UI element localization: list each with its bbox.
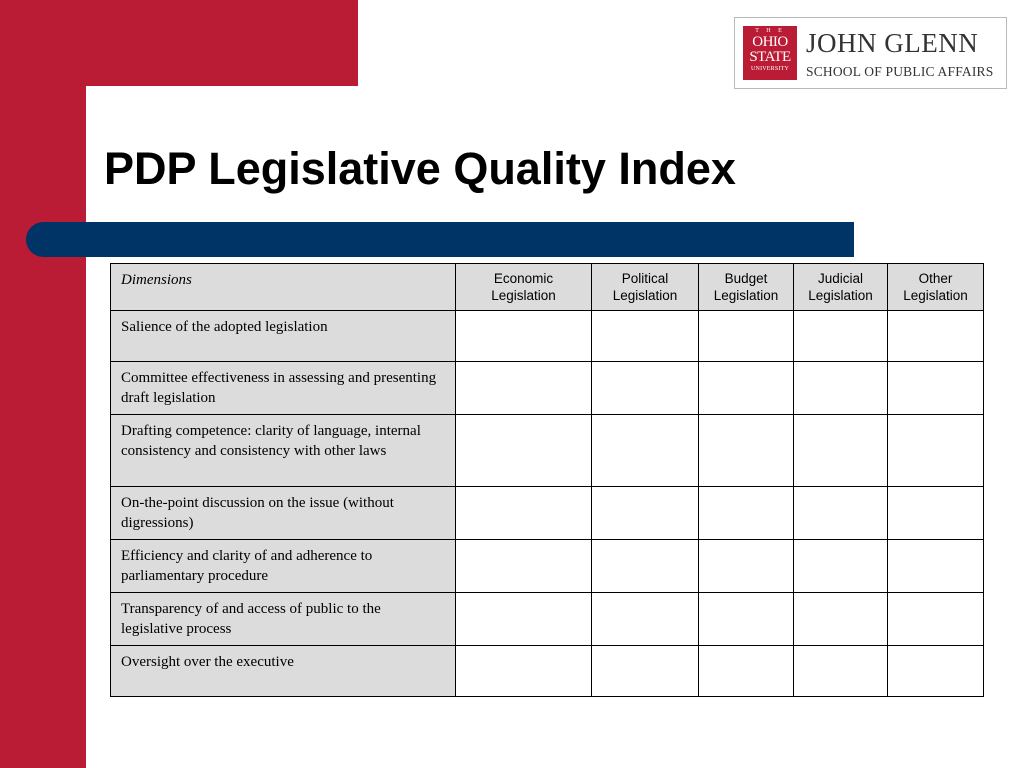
quality-index-table	[110, 263, 984, 697]
score-cell-other	[888, 540, 984, 593]
score-cell-judicial	[794, 415, 888, 487]
score-cell-political	[592, 593, 699, 646]
column-header-budget	[699, 264, 794, 311]
table-row	[111, 540, 984, 593]
column-header-other	[888, 264, 984, 311]
dimensions-header: Dimensions	[111, 264, 456, 311]
score-cell-budget	[699, 593, 794, 646]
seal-the: T H E	[755, 28, 785, 34]
score-cell-political	[592, 415, 699, 487]
seal-ohio: OHIO	[752, 34, 788, 50]
logo-subtitle: SCHOOL OF PUBLIC AFFAIRS	[806, 64, 994, 79]
score-cell-economic	[456, 415, 592, 487]
seal-university: UNIVERSITY	[751, 66, 789, 72]
score-cell-economic	[456, 487, 592, 540]
table-row	[111, 593, 984, 646]
top-red-block	[0, 0, 358, 86]
column-header-line: Legislation	[808, 288, 873, 303]
score-cell-other	[888, 593, 984, 646]
table-row	[111, 415, 984, 487]
table-row	[111, 311, 984, 362]
column-header-line: Budget	[724, 271, 768, 286]
table-row	[111, 362, 984, 415]
column-header-line: Legislation	[903, 288, 968, 303]
dimension-cell: Drafting competence: clarity of language, internal consistency and consistency with other laws	[111, 415, 456, 487]
table-row	[111, 646, 984, 697]
score-cell-other	[888, 415, 984, 487]
column-header-political	[592, 264, 699, 311]
score-cell-budget	[699, 487, 794, 540]
slide-title: PDP Legislative Quality Index	[104, 143, 736, 194]
score-cell-economic	[456, 311, 592, 362]
column-header-line: Legislation	[713, 288, 779, 303]
score-cell-budget	[699, 362, 794, 415]
score-cell-economic	[456, 362, 592, 415]
score-cell-other	[888, 362, 984, 415]
score-cell-judicial	[794, 311, 888, 362]
column-header-line: Legislation	[491, 288, 556, 303]
score-cell-other	[888, 646, 984, 697]
score-cell-political	[592, 646, 699, 697]
blue-accent-bar	[26, 222, 854, 257]
score-cell-judicial	[794, 646, 888, 697]
score-cell-political	[592, 540, 699, 593]
score-cell-political	[592, 362, 699, 415]
dimension-cell: Efficiency and clarity of and adherence to parliamentary procedure	[111, 540, 456, 593]
table-header-row	[111, 264, 984, 311]
dimension-cell: Transparency of and access of public to the legislative process	[111, 593, 456, 646]
column-header-line: Legislation	[612, 288, 678, 303]
score-cell-other	[888, 487, 984, 540]
table-row	[111, 487, 984, 540]
score-cell-budget	[699, 415, 794, 487]
score-cell-judicial	[794, 593, 888, 646]
score-cell-economic	[456, 540, 592, 593]
column-header-line: Political	[621, 271, 669, 286]
column-header-line: Economic	[493, 271, 554, 286]
dimension-cell: Committee effectiveness in assessing and presenting draft legislation	[111, 362, 456, 415]
dimension-cell: On-the-point discussion on the issue (without digressions)	[111, 487, 456, 540]
score-cell-economic	[456, 646, 592, 697]
score-cell-judicial	[794, 362, 888, 415]
score-cell-other	[888, 311, 984, 362]
score-cell-budget	[699, 540, 794, 593]
score-cell-judicial	[794, 487, 888, 540]
score-cell-budget	[699, 646, 794, 697]
score-cell-political	[592, 311, 699, 362]
column-header-judicial	[794, 264, 888, 311]
column-header-line: Judicial	[817, 271, 864, 286]
john-glenn-logo	[734, 17, 1007, 89]
seal-state: STATE	[749, 49, 791, 65]
score-cell-political	[592, 487, 699, 540]
dimension-cell: Oversight over the executive	[111, 646, 456, 697]
dimension-cell: Salience of the adopted legislation	[111, 311, 456, 362]
column-header-economic	[456, 264, 592, 311]
score-cell-judicial	[794, 540, 888, 593]
score-cell-economic	[456, 593, 592, 646]
ohio-state-seal	[743, 26, 797, 80]
score-cell-budget	[699, 311, 794, 362]
column-header-line: Other	[918, 271, 953, 286]
left-red-bar	[0, 0, 86, 768]
logo-title: JOHN GLENN	[806, 28, 979, 58]
